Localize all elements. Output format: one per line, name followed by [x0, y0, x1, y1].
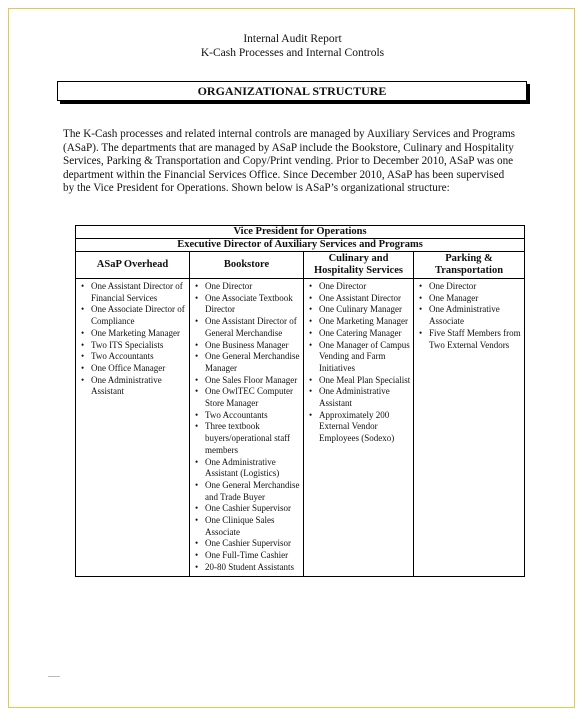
column-bookstore	[190, 279, 304, 577]
footer-rule	[48, 676, 60, 677]
staff-item: • One Marketing Manager	[81, 328, 187, 340]
column-header-asap-overhead: ASaP Overhead	[76, 252, 190, 279]
staff-item: • One Administrative Assistant (Logistics)	[195, 457, 301, 480]
staff-list	[419, 281, 522, 351]
staff-item: • 20-80 Student Assistants	[195, 562, 301, 574]
staff-item: • One Business Manager	[195, 340, 301, 352]
staff-item: • One Clinique Sales Associate	[195, 515, 301, 538]
section-banner: ORGANIZATIONAL STRUCTURE	[57, 81, 527, 101]
staff-item: • One Administrative Associate	[419, 304, 522, 327]
report-subtitle: K-Cash Processes and Internal Controls	[200, 47, 385, 59]
org-column-body	[76, 279, 525, 577]
staff-list	[309, 281, 411, 445]
report-title: Internal Audit Report	[243, 33, 342, 45]
staff-item: • One OwlTEC Computer Store Manager	[195, 386, 301, 409]
staff-item: • One Manager of Campus Vending and Farm Initiatives	[309, 340, 411, 375]
org-column-headers	[76, 252, 525, 279]
org-second-position: Executive Director of Auxiliary Services and Programs	[76, 239, 525, 252]
column-header-parking: Parking & Transportation	[414, 252, 525, 279]
staff-item: • Approximately 200 External Vendor Employees (Sodexo)	[309, 410, 411, 445]
staff-item: • Two ITS Specialists	[81, 340, 187, 352]
staff-item: • One Cashier Supervisor	[195, 503, 301, 515]
intro-paragraph: The K-Cash processes and related internal controls are managed by Auxiliary Services and Programs (ASaP). The departments that are managed by ASaP include the Bookstore, Culinary and Hospitality Services, Parking & Transportation and Copy/Print vending. Prior to December 2010, ASaP was one department within the Financial Services Office. Since December 2010, ASaP has been supervised by the Vice President for Operations. Shown below is ASaP’s organizational structure:	[63, 128, 516, 195]
staff-item: • One Administrative Assistant	[81, 375, 187, 398]
staff-item: • One Catering Manager	[309, 328, 411, 340]
column-asap-overhead	[76, 279, 190, 577]
staff-item: • One General Merchandise and Trade Buyer	[195, 480, 301, 503]
staff-item: • Three textbook buyers/operational staff members	[195, 421, 301, 456]
staff-list	[195, 281, 301, 574]
staff-list	[81, 281, 187, 398]
report-header	[0, 32, 585, 60]
staff-item: • One Director	[419, 281, 522, 293]
staff-item: • One Meal Plan Specialist	[309, 375, 411, 387]
staff-item: • One Associate Director of Compliance	[81, 304, 187, 327]
org-top-position: Vice President for Operations	[76, 226, 525, 239]
staff-item: • Two Accountants	[195, 410, 301, 422]
staff-item: • One Sales Floor Manager	[195, 375, 301, 387]
staff-item: • One Office Manager	[81, 363, 187, 375]
staff-item: • One Culinary Manager	[309, 304, 411, 316]
staff-item: • One Director	[195, 281, 301, 293]
staff-item: • One Associate Textbook Director	[195, 293, 301, 316]
staff-item: • One Director	[309, 281, 411, 293]
staff-item: • One General Merchandise Manager	[195, 351, 301, 374]
staff-item: • Five Staff Members from Two External Vendors	[419, 328, 522, 351]
org-chart-table	[75, 225, 525, 577]
staff-item: • One Marketing Manager	[309, 316, 411, 328]
column-header-culinary: Culinary and Hospitality Services	[304, 252, 414, 279]
staff-item: • One Administrative Assistant	[309, 386, 411, 409]
staff-item: • One Manager	[419, 293, 522, 305]
column-culinary	[304, 279, 414, 577]
staff-item: • One Assistant Director	[309, 293, 411, 305]
staff-item: • One Cashier Supervisor	[195, 538, 301, 550]
staff-item: • One Assistant Director of Financial Services	[81, 281, 187, 304]
staff-item: • One Assistant Director of General Merchandise	[195, 316, 301, 339]
staff-item: • Two Accountants	[81, 351, 187, 363]
column-header-bookstore: Bookstore	[190, 252, 304, 279]
column-parking	[414, 279, 525, 577]
staff-item: • One Full-Time Cashier	[195, 550, 301, 562]
